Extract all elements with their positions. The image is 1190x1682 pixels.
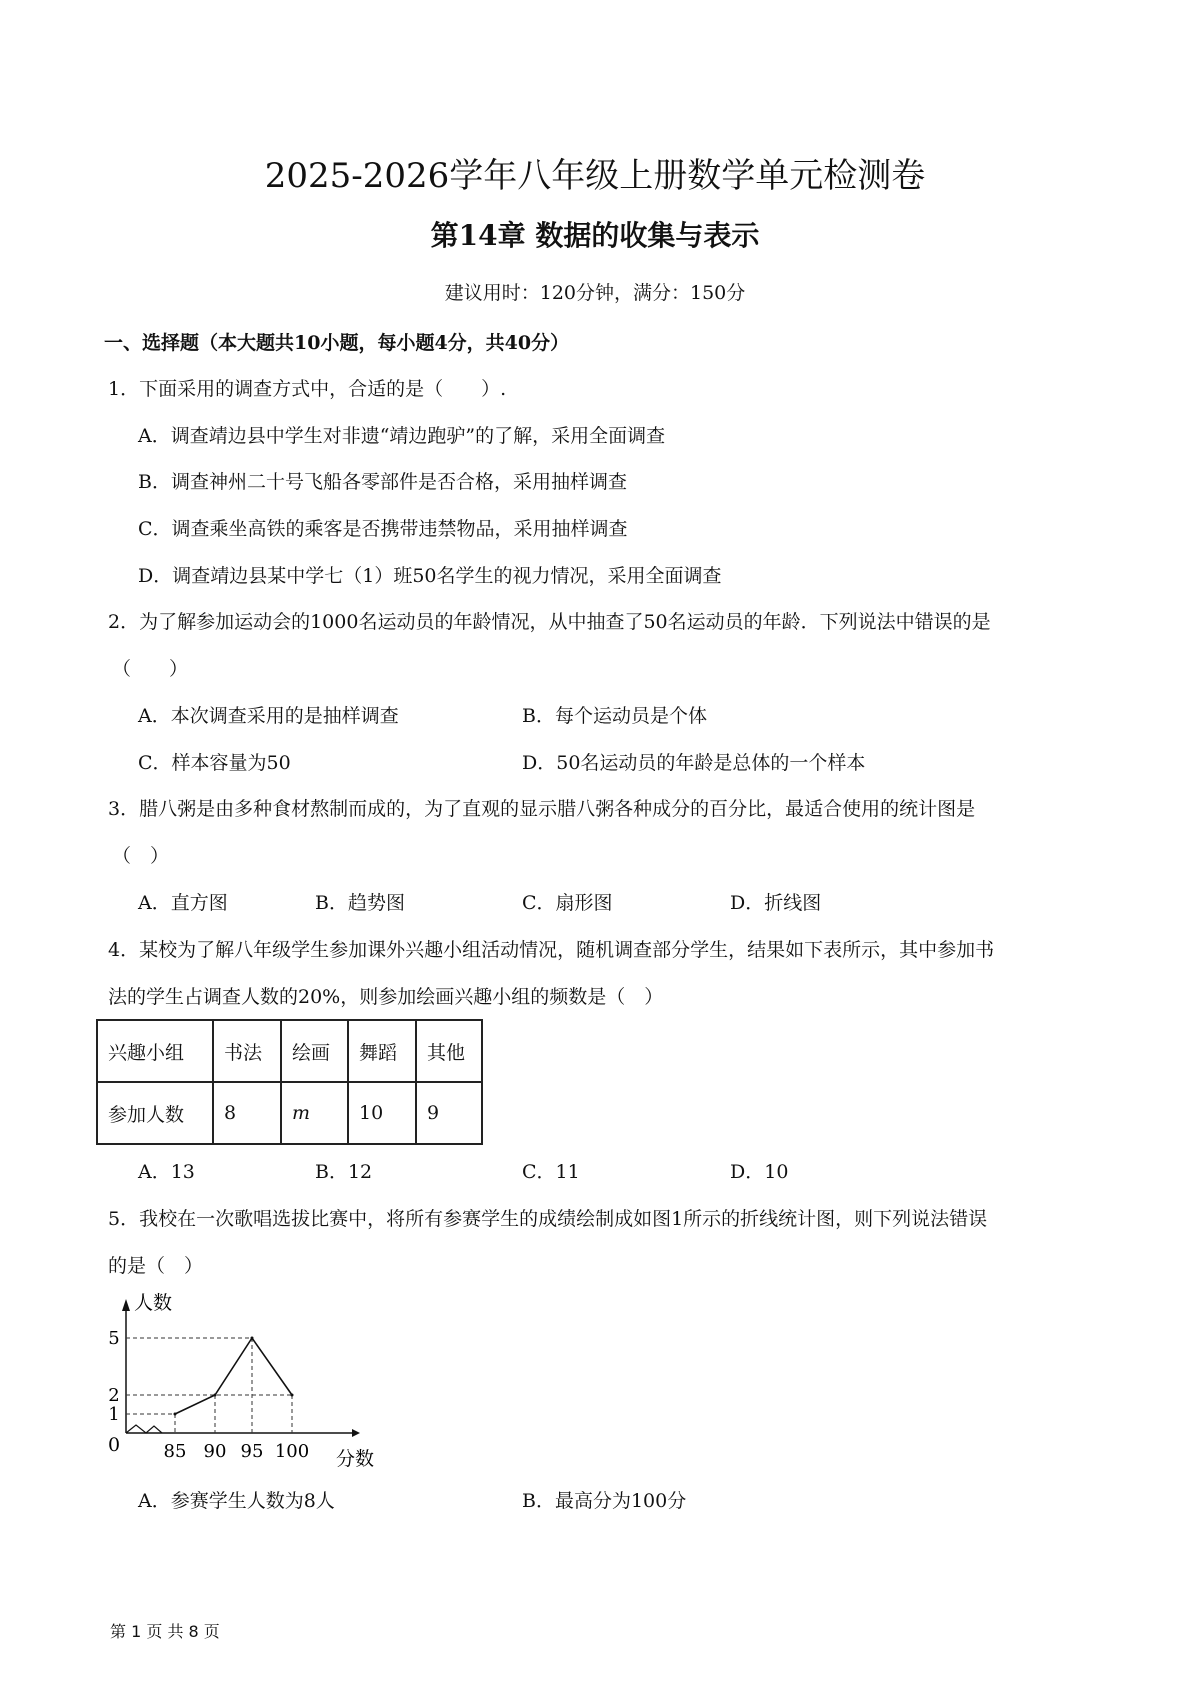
y-tick-label: 0 (107, 1434, 121, 1456)
y-axis-label: 人数 (134, 1292, 173, 1314)
data-point (214, 1394, 217, 1397)
question-1-option-b: B．调查神州二十号飞船各零部件是否合格，采用抽样调查 (138, 471, 627, 493)
page-footer: 第 1 页 共 8 页 (110, 1622, 220, 1641)
score-line-chart (100, 1285, 400, 1475)
section-heading: 一、选择题（本大题共10小题，每小题4分，共40分） (104, 332, 570, 354)
question-3-option-d: D．折线图 (730, 892, 822, 914)
data-point (251, 1337, 254, 1340)
question-1-option-d: D．调查靖边县某中学七（1）班50名学生的视力情况，采用全面调查 (138, 565, 722, 587)
series-line (175, 1338, 292, 1414)
table-cell: 9 (416, 1082, 482, 1144)
question-3-option-c: C．扇形图 (522, 892, 613, 914)
question-4-stem-line1: 4．某校为了解八年级学生参加课外兴趣小组活动情况，随机调查部分学生，结果如下表所示，其中参加书 (108, 939, 995, 961)
table-row (97, 1082, 482, 1144)
table-cell: 兴趣小组 (97, 1020, 213, 1082)
table-cell: 参加人数 (97, 1082, 213, 1144)
question-4-option-c: C．11 (522, 1161, 580, 1183)
table-header-row (97, 1020, 482, 1082)
question-2-bracket: （ ） (112, 658, 189, 680)
x-tick-label: 100 (274, 1441, 310, 1462)
question-4-option-d: D．10 (730, 1161, 789, 1183)
page-title: 2025-2026学年八年级上册数学单元检测卷 (264, 156, 926, 196)
question-5-stem-line2: 的是（ ） (108, 1255, 204, 1277)
x-tick-label: 90 (203, 1441, 227, 1462)
question-5-stem-line1: 5．我校在一次歌唱选拔比赛中，将所有参赛学生的成绩绘制成如图1所示的折线统计图，则下列说法错误 (108, 1208, 988, 1230)
y-tick-label: 2 (108, 1385, 120, 1406)
question-4-stem-line2: 法的学生占调查人数的20%，则参加绘画兴趣小组的频数是（ ） (108, 986, 664, 1008)
question-2-option-b: B．每个运动员是个体 (522, 705, 707, 727)
question-2-stem: 2．为了解参加运动会的1000名运动员的年龄情况，从中抽查了50名运动员的年龄．下列说法中错误的是 (108, 611, 991, 633)
table-cell: 8 (213, 1082, 281, 1144)
x-tick-label: 95 (240, 1441, 264, 1462)
x-axis-arrow (352, 1429, 360, 1437)
question-2-option-a: A．本次调查采用的是抽样调查 (138, 705, 399, 727)
x-axis-label: 分数 (336, 1448, 375, 1470)
question-4-option-a: A．13 (138, 1161, 195, 1183)
time-info: 建议用时：120分钟，满分：150分 (444, 282, 746, 304)
question-1-option-a: A．调查靖边县中学生对非遗“靖边跑驴”的了解，采用全面调查 (138, 425, 666, 447)
y-axis-arrow (122, 1299, 130, 1311)
question-4-option-b: B．12 (315, 1161, 373, 1183)
question-3-stem: 3．腊八粥是由多种食材熬制而成的，为了直观的显示腊八粥各种成分的百分比，最适合使用的统计图是 (108, 798, 976, 820)
data-point (291, 1394, 294, 1397)
table-cell: 绘画 (281, 1020, 348, 1082)
x-tick-label: 85 (163, 1441, 187, 1462)
table-cell: m (281, 1082, 348, 1144)
table-cell: 10 (348, 1082, 416, 1144)
axis-break-mark (126, 1425, 162, 1433)
table-cell: 舞蹈 (348, 1020, 416, 1082)
question-3-option-a: A．直方图 (138, 892, 228, 914)
question-5-option-b: B．最高分为100分 (522, 1490, 687, 1512)
interest-group-table (96, 1019, 483, 1145)
question-5-option-a: A．参赛学生人数为8人 (138, 1490, 335, 1512)
table-cell: 书法 (213, 1020, 281, 1082)
y-tick-label: 5 (108, 1328, 120, 1349)
data-point (174, 1413, 177, 1416)
question-1-stem: 1．下面采用的调查方式中，合适的是（ ）. (108, 378, 507, 400)
question-2-option-d: D．50名运动员的年龄是总体的一个样本 (522, 752, 866, 774)
question-1-option-c: C．调查乘坐高铁的乘客是否携带违禁物品，采用抽样调查 (138, 518, 628, 540)
chapter-title: 第14章 数据的收集与表示 (430, 219, 760, 252)
question-3-option-b: B．趋势图 (315, 892, 405, 914)
y-tick-label: 1 (108, 1404, 120, 1425)
question-3-bracket: （ ） (112, 845, 170, 867)
question-2-option-c: C．样本容量为50 (138, 752, 291, 774)
table-cell: 其他 (416, 1020, 482, 1082)
